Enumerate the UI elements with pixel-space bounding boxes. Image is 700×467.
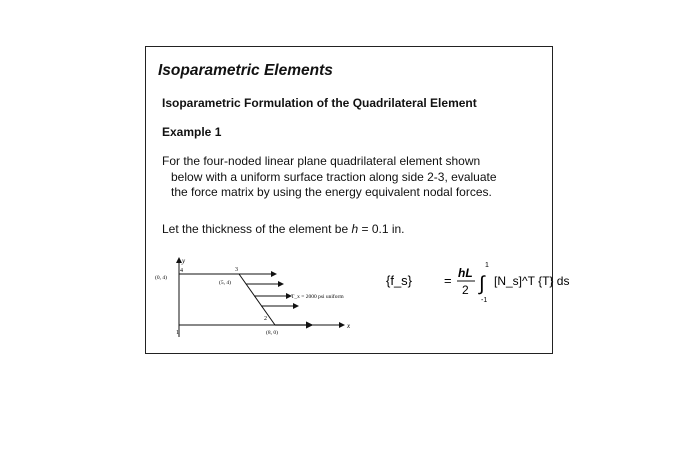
edge-3-2 [239,274,275,325]
example-label: Example 1 [162,125,222,139]
equation-lhs: {f_s} [386,273,413,288]
integral-upper-limit: 1 [485,262,489,269]
node-label-2: 2 [264,316,267,322]
node3-coordinate: (5, 4) [219,280,231,286]
thickness-variable: h [351,222,359,236]
equation-integrand: [N_s]^T {T} ds [494,274,570,288]
problem-statement [162,154,547,201]
integral-sign: ∫ [479,273,485,295]
y-axis-label: y [182,257,186,265]
node2-coordinate: (8, 0) [266,330,278,336]
problem-line-1: For the four-noded linear plane quadrilateral element shown [162,154,481,168]
traction-label: T_x = 2000 psi uniform [291,294,344,300]
section-heading: Isoparametric Formulation of the Quadrilateral Element [162,96,477,110]
coefficient-denominator: 2 [462,283,469,297]
force-matrix-equation [382,257,570,307]
coefficient-numerator: hL [458,266,473,280]
integral-lower-limit: -1 [481,297,488,304]
slide-title: Isoparametric Elements [158,62,333,79]
equals-sign: = [444,273,452,288]
thickness-suffix: = 0.1 in. [358,222,405,236]
problem-line-2: below with a uniform surface traction along side 2-3, evaluate [171,169,497,184]
problem-line-3: the force matrix by using the energy equivalent nodal forces. [171,185,492,199]
node-label-1: 1 [176,330,179,336]
node-label-3: 3 [235,267,238,273]
thickness-statement [162,222,405,236]
x-axis-label: x [347,322,351,330]
slide-frame [145,46,570,354]
node-label-4: 4 [180,268,183,274]
thickness-prefix: Let the thickness of the element be [162,222,352,236]
element-figure [146,252,376,347]
node4-coordinate: (0, 4) [155,275,167,281]
